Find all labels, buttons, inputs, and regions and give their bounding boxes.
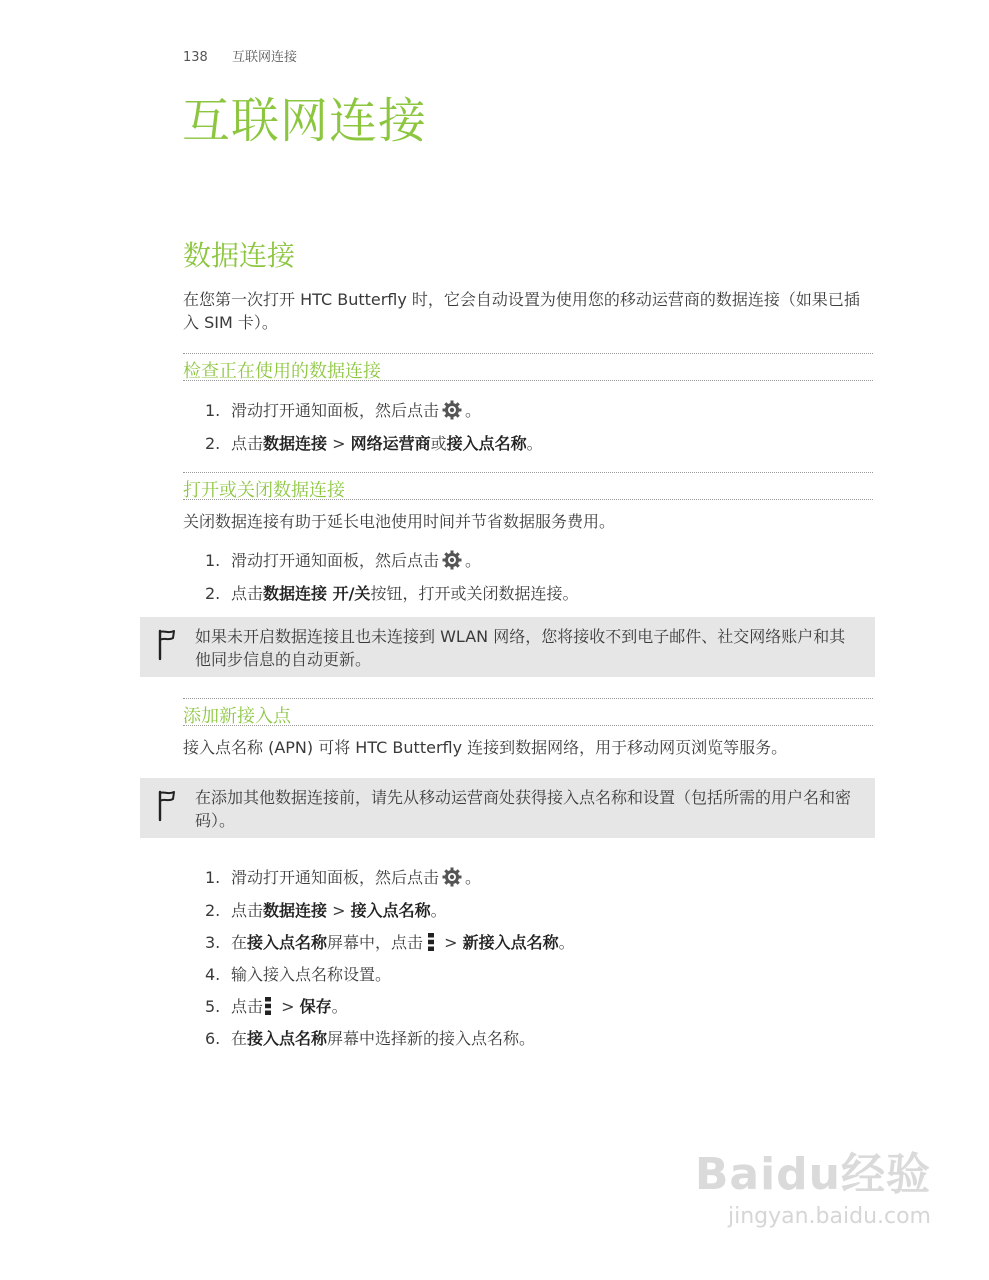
step-sep: > xyxy=(276,997,300,1016)
check-step-1 xyxy=(205,398,481,421)
note-text xyxy=(195,786,865,832)
step-end: 。 xyxy=(430,901,447,920)
watermark-logo: Baidu经验 xyxy=(694,1149,931,1200)
apn-step-5 xyxy=(205,994,348,1017)
subsection-toggle-title: 打开或关闭数据连接 xyxy=(183,480,345,501)
step-text: 屏幕中选择新的接入点名称。 xyxy=(327,1029,536,1048)
chapter-title: 互联网连接 xyxy=(182,93,428,149)
section-title: 数据连接 xyxy=(183,239,296,272)
note-line-2: 他同步信息的自动更新。 xyxy=(195,650,372,669)
watermark-url: jingyan.baidu.com xyxy=(727,1204,931,1229)
subsection-apn xyxy=(183,698,873,726)
step-end: 。 xyxy=(526,434,543,453)
ui-term: 数据连接 开/关 xyxy=(263,584,371,603)
watermark xyxy=(695,1138,931,1229)
step-number: 1. xyxy=(205,401,221,420)
note-text xyxy=(195,625,865,671)
intro-line-1: 在您第一次打开 HTC Butterfly 时，它会自动设置为使用您的移动运营商的数据连接（如果已插 xyxy=(183,290,860,309)
apn-step-4 xyxy=(205,962,391,985)
intro-line-2: 入 SIM 卡）。 xyxy=(183,313,278,332)
step-number: 2. xyxy=(205,584,221,603)
note-flag-icon xyxy=(157,629,177,661)
step-text: 在 xyxy=(231,933,248,952)
ui-term: 接入点名称 xyxy=(247,1029,328,1048)
step-text: 点击 xyxy=(231,997,264,1016)
toggle-step-1 xyxy=(205,548,481,571)
step-end: 。 xyxy=(331,997,348,1016)
step-text: 点击 xyxy=(231,434,264,453)
subsection-check xyxy=(183,353,873,381)
note-line-2: 码）。 xyxy=(195,811,236,830)
gear-icon xyxy=(442,550,462,570)
step-number: 3. xyxy=(205,933,221,952)
step-text: 或 xyxy=(430,434,447,453)
ui-term: 数据连接 xyxy=(263,434,328,453)
check-step-2 xyxy=(205,431,543,454)
ui-term: 接入点名称 xyxy=(446,434,527,453)
page-number: 138 xyxy=(183,50,208,65)
apn-step-3 xyxy=(205,930,575,953)
step-text: 输入接入点名称设置。 xyxy=(231,965,392,984)
step-text: 滑动打开通知面板，然后点击 xyxy=(231,868,440,887)
step-sep: > xyxy=(439,933,463,952)
step-number: 4. xyxy=(205,965,221,984)
note-box-wlan xyxy=(140,617,875,677)
step-end: 。 xyxy=(465,551,482,570)
note-line-1: 如果未开启数据连接且也未连接到 WLAN 网络，您将接收不到电子邮件、社交网络账户和其 xyxy=(195,627,846,646)
subsection-toggle xyxy=(183,472,873,500)
step-text: 点击 xyxy=(231,584,264,603)
subsection-check-title: 检查正在使用的数据连接 xyxy=(183,361,381,382)
step-sep: > xyxy=(327,434,351,453)
step-number: 6. xyxy=(205,1029,221,1048)
ui-term: 接入点名称 xyxy=(247,933,328,952)
ui-term: 数据连接 xyxy=(263,901,328,920)
toggle-desc: 关闭数据连接有助于延长电池使用时间并节省数据服务费用。 xyxy=(183,512,616,531)
ui-term: 新接入点名称 xyxy=(462,933,559,952)
gear-icon xyxy=(442,400,462,420)
step-text: 点击 xyxy=(231,901,264,920)
note-flag-icon xyxy=(157,790,177,822)
apn-step-1 xyxy=(205,865,481,888)
ui-term: 保存 xyxy=(299,997,332,1016)
ui-term: 接入点名称 xyxy=(350,901,431,920)
menu-icon xyxy=(428,933,434,951)
note-box-apn xyxy=(140,778,875,838)
step-end: 。 xyxy=(558,933,575,952)
apn-desc: 接入点名称 (APN) 可将 HTC Butterfly 连接到数据网络，用于移动网页浏览等服务。 xyxy=(183,738,788,757)
step-text: 滑动打开通知面板，然后点击 xyxy=(231,551,440,570)
running-chapter: 互联网连接 xyxy=(231,50,297,65)
ui-term: 网络运营商 xyxy=(350,434,431,453)
section-intro xyxy=(183,288,873,334)
step-text: 滑动打开通知面板，然后点击 xyxy=(231,401,440,420)
step-number: 5. xyxy=(205,997,221,1016)
step-text: 屏幕中，点击 xyxy=(327,933,424,952)
apn-step-6 xyxy=(205,1026,535,1049)
step-number: 1. xyxy=(205,868,221,887)
apn-step-2 xyxy=(205,898,447,921)
step-sep: > xyxy=(327,901,351,920)
step-number: 2. xyxy=(205,434,221,453)
toggle-step-2 xyxy=(205,581,578,604)
step-text: 按钮，打开或关闭数据连接。 xyxy=(370,584,579,603)
page-header xyxy=(183,46,297,65)
note-line-1: 在添加其他数据连接前，请先从移动运营商处获得接入点名称和设置（包括所需的用户名和密 xyxy=(195,788,852,807)
step-number: 2. xyxy=(205,901,221,920)
gear-icon xyxy=(442,867,462,887)
step-end: 。 xyxy=(465,401,482,420)
menu-icon xyxy=(265,997,271,1015)
step-number: 1. xyxy=(205,551,221,570)
step-end: 。 xyxy=(465,868,482,887)
step-text: 在 xyxy=(231,1029,248,1048)
subsection-apn-title: 添加新接入点 xyxy=(183,706,291,727)
